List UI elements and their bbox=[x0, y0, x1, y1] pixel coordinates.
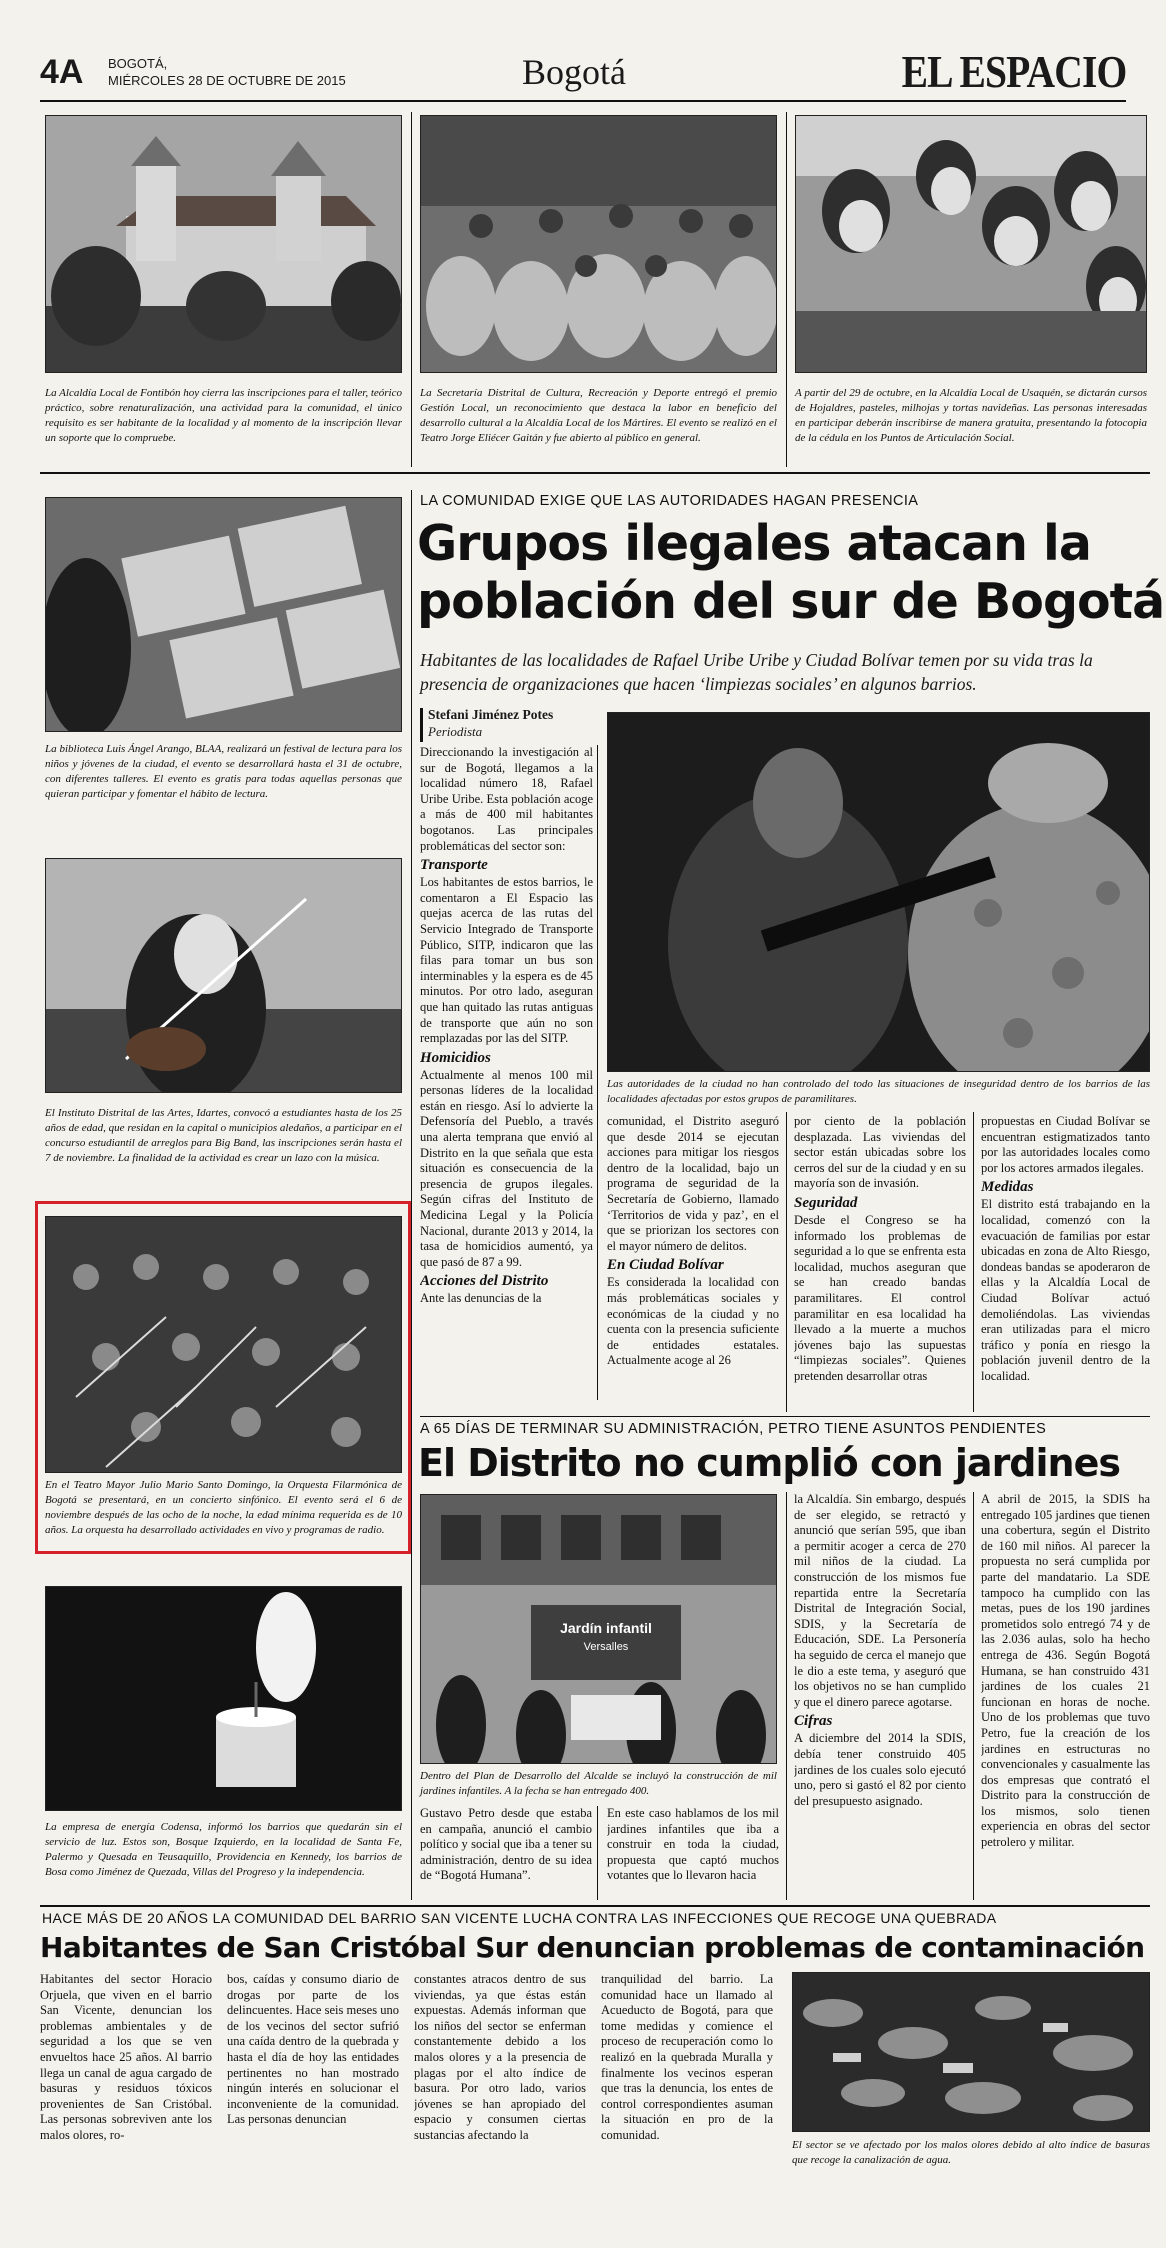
byline: Stefani Jiménez Potes bbox=[428, 707, 554, 722]
second-cifras-text: A diciembre del 2014 la SDIS, debía tener construido 405 jardines de los cuales solo ejecutó uno, pero si gastó el 82 por ciento del presupuesto asignado. bbox=[794, 1731, 966, 1808]
photo-garbage bbox=[792, 1972, 1150, 2132]
third-kicker: HACE MÁS DE 20 AÑOS LA COMUNIDAD DEL BARRIO SAN VICENTE LUCHA CONTRA LAS INFECCIONES QUE RECOGE UNA QUEBRADA bbox=[42, 1910, 997, 1926]
subhead-acciones: Acciones del Distrito bbox=[420, 1273, 549, 1290]
second-col1-text: Gustavo Petro desde que estaba en campaña, anunció el cambio político y social que iba a tener su administración, dentro de su idea de “Bogotá Humana”. bbox=[420, 1806, 592, 1883]
caption-fontibon: La Alcaldía Local de Fontibón hoy cierra las inscripciones para el taller, teórico práctico, sobre renaturalización, una actividad para la comunidad, el único requisito es ser habitante de la localidad y al momento de la inscripción llevar un soporte que lo compruebe. bbox=[45, 387, 402, 444]
main-column-2 bbox=[607, 1114, 779, 1414]
photo-church bbox=[45, 115, 402, 373]
top-row-rule bbox=[40, 472, 1150, 474]
church-illustration bbox=[46, 116, 402, 373]
subhead-homicidios: Homicidios bbox=[420, 1049, 491, 1066]
violinist-illustration bbox=[46, 859, 402, 1093]
second-story-rule bbox=[420, 1416, 1150, 1417]
main-col-divider-c bbox=[973, 1112, 974, 1412]
main-headline-line-1: Grupos ilegales atacan la bbox=[417, 515, 1091, 572]
third-column-4 bbox=[601, 1972, 773, 2162]
subhead-seguridad: Seguridad bbox=[794, 1194, 858, 1211]
subhead-cifras: Cifras bbox=[794, 1713, 833, 1730]
books-illustration bbox=[46, 498, 402, 732]
byline-role: Periodista bbox=[428, 724, 483, 739]
photo-dancers bbox=[420, 115, 777, 373]
second-col4-text: A abril de 2015, la SDIS ha entregado 105 jardines que tienen una cobertura, según el Distrito de 160 mil niños. Al parecer la propuesta no será cumplida por parte del mandatario. La SDE tampoco ha cumplido con las metas, pues de los 190 jardines prometidos solo entregó 74 y de las 2.036 aulas, solo ha hecho entrega de 436. Según Bogotá Humana, se han construido 431 jardines de los cuales 21 funcionan en horas de noche. Uno de los problemas que tuvo Petro, fue la creación de los jardines en estructuras no convencionales y casualmente las dos empresas que contrató el Distrito para la construcción de los mismos, solo tienen experiencia en obras del sector petrolero y militar. bbox=[981, 1492, 1150, 1850]
page-number: 4A bbox=[40, 53, 84, 91]
main-acciones-text: Ante las denuncias de la bbox=[420, 1291, 542, 1306]
caption-kindergarten: Dentro del Plan de Desarrollo del Alcalde se incluyó la construcción de mil jardines infantiles. A la fecha se han entregado 400. bbox=[420, 1770, 777, 1797]
top-vdivider-1 bbox=[411, 112, 412, 467]
second-column-1 bbox=[420, 1806, 592, 1902]
third-column-3 bbox=[414, 1972, 586, 2162]
caption-filarmonica: En el Teatro Mayor Julio Mario Santo Domingo, la Orquesta Filarmónica de Bogotá se presentará, en un concierto sinfónico. El evento será el 6 de noviembre después de las ocho de la noche, la edad mínima requerida es de 10 años. La orquesta ha desarrollado actividades en vivo y programas de radio. bbox=[45, 1479, 402, 1536]
second-column-2 bbox=[607, 1806, 779, 1902]
third-col2-text: bos, caídas y consumo diario de drogas por parte de los delincuentes. Hace seis meses uno de los vecinos del sector sufrió una caída dentro de la quebrada y hasta el día de hoy las entidades pertinentes no han mostrado ningún interés en solucionar el inconveniente de la comunidad. Las personas denuncian bbox=[227, 1972, 399, 2127]
top-vdivider-2 bbox=[786, 112, 787, 467]
masthead-logo: EL ESPACIO bbox=[901, 46, 1126, 97]
third-col1-text: Habitantes del sector Horacio Orjuela, que viven en el barrio San Vicente, denuncian los problemas ambientales y de seguridad a los que se ven envueltos hace 25 años. Al barrio llega un canal de agua cargado de basuras y residuos tóxicos provenientes de San Cristóbal. Las personas sobreviven ante los malos olores, ro- bbox=[40, 1972, 212, 2142]
main-col3-text: por ciento de la población desplazada. Las viviendas del sector están ubicadas sobre los cerros del sur de la ciudad y en su mayoría son de invasión. bbox=[794, 1114, 966, 1191]
second-col2-text: En este caso hablamos de los mil jardines infantiles que iba a construir en toda la ciudad, propuesta que captó muchos votantes que lo llevaron hacia bbox=[607, 1806, 779, 1883]
main-bolivar-text: Es considerada la localidad con más problemáticas sociales y económicas de la ciudad y no cuenta con la presencia suficiente de entidades estatales. Actualmente acoge al 26 bbox=[607, 1275, 779, 1368]
main-seguridad-text: Desde el Congreso se ha informado los problemas de seguridad a lo que se enfrenta esta localidad, muchos aseguran que se han creado bandas paramilitares. El control paramilitar en esa localidad ha llevado a la muerte a muchos jóvenes bajo las supuestas “limpiezas sociales”. Quienes pretenden desarrollar otras bbox=[794, 1212, 966, 1383]
orchestra-illustration bbox=[46, 1217, 402, 1473]
second-column-3 bbox=[794, 1492, 966, 1902]
caption-biblioteca: La biblioteca Luis Ángel Arango, BLAA, realizará un festival de lectura para los niños y jóvenes de la ciudad, el evento se desarrollará hasta el 31 de octubre, con diferentes talleres. El evento es gratis para todas aquellas personas que quieran participar y fomentar el hábito de lectura. bbox=[45, 743, 402, 800]
photo-candle bbox=[45, 1586, 402, 1811]
photo-books bbox=[45, 497, 402, 732]
byline-bar bbox=[420, 708, 423, 742]
third-headline: Habitantes de San Cristóbal Sur denuncian problemas de contaminación bbox=[40, 1931, 1145, 1964]
subhead-medidas: Medidas bbox=[981, 1179, 1034, 1196]
garbage-illustration bbox=[793, 1973, 1150, 2132]
main-homicidios-text: Actualmente al menos 100 mil personas líderes de la localidad están en riesgo. Así lo advierte la Defensoría del Pueblo, a través una alerta temprana que envió al Distrito en la que señala que esta situación es consecuencia de la presencia de grupos ilegales. Según cifras del Instituto de Medicina Legal y la Policía Nacional, durante 2013 y 2014, la tasa de homicidios aumentó, ya que pasó de 87 a 99. bbox=[420, 1067, 593, 1269]
third-column-1 bbox=[40, 1972, 212, 2162]
third-story-rule bbox=[40, 1905, 1150, 1907]
second-kicker: A 65 DÍAS DE TERMINAR SU ADMINISTRACIÓN, PETRO TIENE ASUNTOS PENDIENTES bbox=[420, 1421, 1047, 1437]
header-rule bbox=[40, 100, 1126, 102]
caption-idartes: El Instituto Distrital de las Artes, Idartes, convocó a estudiantes hasta de los 25 años de edad, que residan en la capital o municipios aledaños, a participar en el concurso estudiantil de arreglos para Big Band, las inscripciones serán hasta el 7 de noviembre. La finalidad de la actividad es crear un lazo con la música. bbox=[45, 1107, 402, 1164]
main-deck: Habitantes de las localidades de Rafael Uribe Uribe y Ciudad Bolívar temen por su vida tras la presencia de organizaciones que hacen ‘limpiezas sociales’ en algunos barrios. bbox=[420, 650, 1093, 694]
caption-garbage: El sector se ve afectado por los malos olores debido al alto índice de basuras que recoge la canalización de agua. bbox=[792, 2139, 1150, 2166]
caption-codensa: La empresa de energía Codensa, informó los barrios que quedarán sin el servicio de luz. Estos son, Bosque Izquierdo, en la localidad de Santa Fe, Palermo y Quesada en Teusaquillo, Providencia en Kennedy, los barrios de Bosa como Jiménez de Quezada, Villas del Progreso y la independencia. bbox=[45, 1821, 402, 1878]
main-col4-text: propuestas en Ciudad Bolívar se encuentran estigmatizados tanto por las autoridades locales como por los actores armados ilegales. bbox=[981, 1114, 1150, 1175]
sign-jardin: Jardín infantil bbox=[560, 1620, 652, 1636]
photo-kindergarten bbox=[420, 1494, 777, 1764]
header-date: MIÉRCOLES 28 DE OCTUBRE DE 2015 bbox=[108, 73, 346, 88]
sign-versalles: Versalles bbox=[583, 1641, 629, 1653]
page-header bbox=[40, 46, 1126, 102]
photo-violinist bbox=[45, 858, 402, 1093]
main-column-1 bbox=[420, 745, 593, 1400]
subhead-transporte: Transporte bbox=[420, 857, 488, 874]
left-vdivider bbox=[411, 490, 412, 1900]
header-city: BOGOTÁ, bbox=[108, 56, 168, 71]
second-col-divider-b bbox=[973, 1492, 974, 1900]
main-col-divider-a bbox=[597, 745, 598, 1400]
photo-armed-group bbox=[607, 712, 1150, 1072]
main-col-divider-b bbox=[786, 1112, 787, 1412]
second-col-divider-a bbox=[786, 1492, 787, 1900]
second-col3-text: la Alcaldía. Sin embargo, después de ser elegido, se retractó y anunció que serían 595, que iban a permitir acoger a cerca de 270 mil niños de la ciudad. La construcción de los mismos fue repartida entre la Secretaría Distrital de Integración Social, SDIS, y la Secretaría de Educación, SDE. La Personería ha seguido de cerca el manejo que le dio a este tema, y aseguró que los objetivos no se han cumplido y que el dinero parece agotarse. bbox=[794, 1492, 966, 1709]
students-illustration bbox=[796, 116, 1147, 373]
main-column-4 bbox=[981, 1114, 1150, 1414]
subhead-ciudad-bolivar: En Ciudad Bolívar bbox=[607, 1257, 724, 1274]
main-intro: Direccionando la investigación al sur de Bogotá, llegamos a la localidad número 18, Rafael Uribe Uribe. Esta población acoge a más de 400 mil habitantes bogotanos. Las principales problemáticas del sector son: bbox=[420, 745, 593, 853]
main-kicker: LA COMUNIDAD EXIGE QUE LAS AUTORIDADES HAGAN PRESENCIA bbox=[420, 493, 919, 509]
second-col-divider-c bbox=[597, 1806, 598, 1900]
dancers-illustration bbox=[421, 116, 777, 373]
caption-armed-group: Las autoridades de la ciudad no han controlado del todo las situaciones de inseguridad dentro de los barrios de las localidades afectadas por estos grupos de paramilitares. bbox=[607, 1078, 1150, 1105]
third-col4-text: tranquilidad del barrio. La comunidad hace un llamado al Acueducto de Bogotá, para que tome medidas y comience el proceso de recuperación como lo realizó en la quebrada Muralla y finalmente los vecinos esperan que tras la denuncia, los entes de control correspondientes asuman la situación en pro de la comunidad. bbox=[601, 1972, 773, 2142]
second-headline: El Distrito no cumplió con jardines bbox=[418, 1441, 1120, 1485]
section-title: Bogotá bbox=[522, 52, 626, 92]
photo-orchestra bbox=[45, 1216, 402, 1473]
photo-students bbox=[795, 115, 1147, 373]
main-headline-line-2: población del sur de Bogotá bbox=[417, 573, 1165, 630]
third-col3-text: constantes atracos dentro de sus viviendas, ya que éstas están expuestas. Además informan que los niños del sector se enferman constantemente debido a los malos olores y a la presencia de plagas por el alto índice de basura. Por otro lado, varios jóvenes se han apropiado del espacio y consumen ciertas sustancias afectando la bbox=[414, 1972, 586, 2142]
main-col2-text: comunidad, el Distrito aseguró que desde 2014 se ejecutan acciones para mitigar los riesgos dentro de la localidad, bajo un programa de seguridad de la Secretaría de Gobierno, llamado ‘Territorios de vida y paz’, en el que se priorizan los sectores con el mayor número de delitos. bbox=[607, 1114, 779, 1253]
second-column-4 bbox=[981, 1492, 1150, 1902]
main-medidas-text: El distrito está trabajando en la localidad, comenzó con la evacuación de familias por estar ubicadas en zona de Alto Riesgo, dondeas bandas se apoderaron de ellas y la Alcaldía Local de Ciudad Bolívar actuó demoliéndolas. Las viviendas eran utilizadas para el micro tráfico y ponía en riesgo la población juvenil dentro de la localidad. bbox=[981, 1197, 1150, 1383]
third-column-2 bbox=[227, 1972, 399, 2162]
candle-illustration bbox=[46, 1587, 402, 1811]
main-column-3 bbox=[794, 1114, 966, 1414]
caption-mártires: La Secretaría Distrital de Cultura, Recreación y Deporte entregó el premio Gestión Local, un reconocimiento que destaca la labor en beneficio del desarrollo cultural a la Alcaldía Local de los Mártires. El evento se realizó en el Teatro Jorge Eliécer Gaitán y fue abierto al público en general. bbox=[420, 387, 777, 444]
armed-group-illustration bbox=[608, 713, 1150, 1072]
main-transporte-text: Los habitantes de estos barrios, le comentaron a El Espacio las quejas acerca de las rutas del Servicio Integrado de Transporte Público, SITP, indicaron que las filas para tomar un bus son interminables y la espera es de 45 minutos. Por otro lado, aseguran que han quitado las rutas antiguas de transporte que aún no son remplazadas por las del SITP. bbox=[420, 875, 593, 1046]
caption-usaquen: A partir del 29 de octubre, en la Alcaldía Local de Usaquén, se dictarán cursos de Hojaldres, pasteles, milhojas y tortas navideñas. Las personas interesadas en participar deberán inscribirse de manera gratuita, presentando la fotocopia de la cédula en los Puntos de Articulación Social. bbox=[795, 387, 1147, 444]
